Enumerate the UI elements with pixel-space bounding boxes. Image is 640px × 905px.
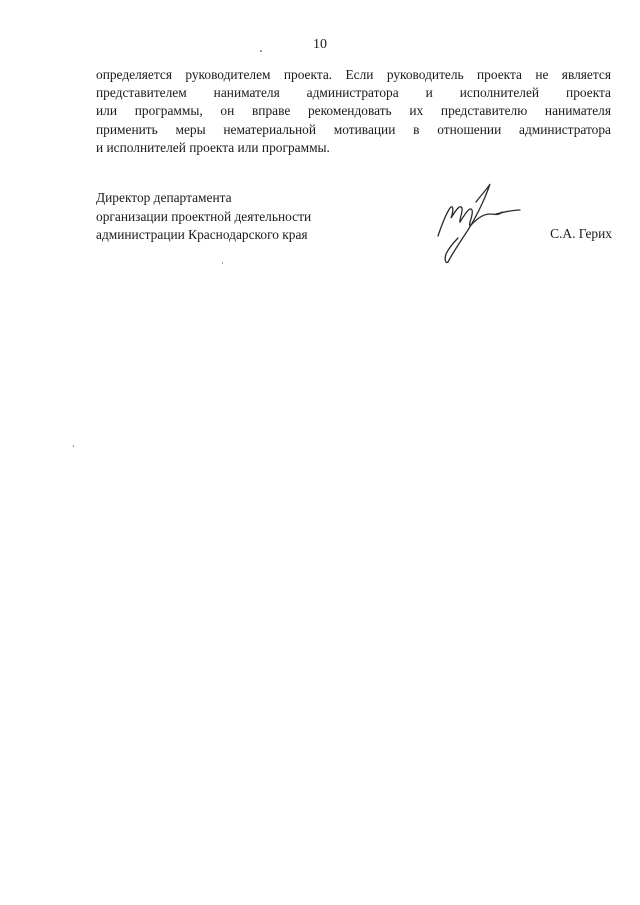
handwritten-signature: [432, 180, 524, 266]
scan-speck: [73, 445, 74, 447]
body-paragraph: [96, 66, 611, 157]
paragraph-line: определяется руководителем проекта. Если руководитель проекта не является: [96, 67, 611, 82]
paragraph-line: и исполнителей проекта или программы.: [96, 139, 330, 155]
paragraph-line: применить меры нематериальной мотивации в отношении администратора: [96, 121, 611, 137]
scan-speck: [260, 50, 262, 52]
position-line: администрации Краснодарского края: [96, 227, 308, 243]
signer-name: С.А. Герих: [550, 226, 612, 241]
paragraph-line: или программы, он вправе рекомендовать их представителю нанимателя: [96, 103, 611, 119]
position-line: организации проектной деятельности: [96, 208, 312, 224]
scan-speck: [222, 262, 223, 264]
position-line: Директор департамента: [96, 190, 232, 205]
paragraph-line: представителем нанимателя администратора и исполнителей проекта: [96, 85, 611, 101]
page-number: 10: [313, 37, 327, 52]
signatory-position: [96, 189, 311, 245]
